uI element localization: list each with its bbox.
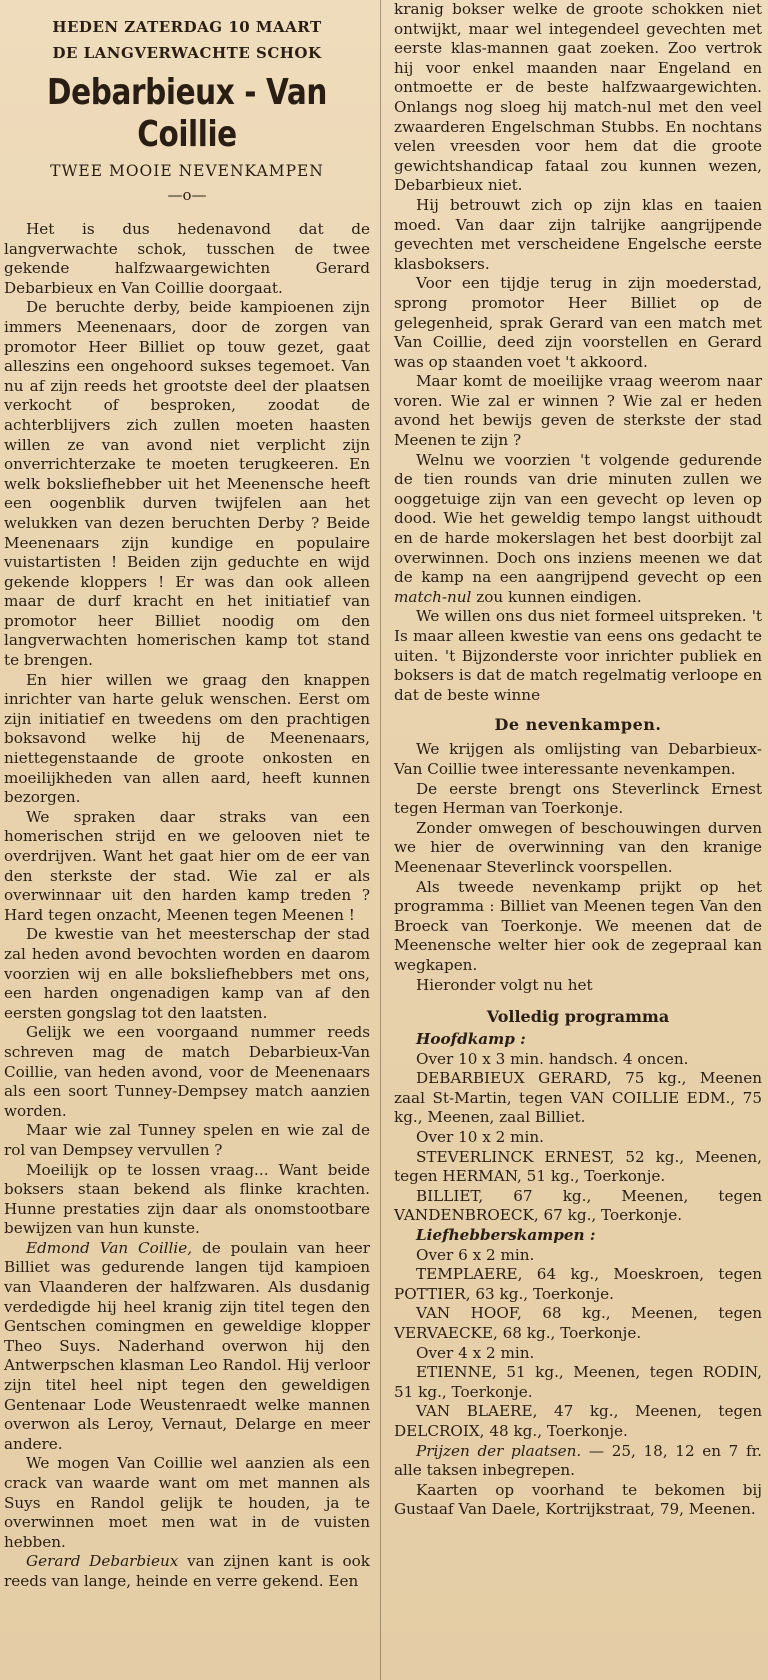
amateur-line-4: Over 4 x 2 min. [416, 1343, 535, 1362]
continued-paragraph: kranig bokser welke de groote schokken niet ontwijkt, maar wel integendeel gevechten met eerste klas-mannen gaat zoeken. Zoo vertrok hij voor enkel maanden naar Engeland en ontmoette er de beste halfzwaargewichten. Onlangs nog sloeg hij match-nul met den veel zwaarderen Engelschman Stubbs. En nochtans velen vreesden voor hem dat die groote gewichtshandicap fataal zou kunnen wezen, Debarbieux niet. [394, 0, 762, 195]
prices-line [394, 1442, 762, 1481]
paragraph-debarbieux-text: van zijnen kant is ook reeds van lange, heinde en verre gekend. Een [4, 1552, 370, 1590]
paragraph-debarbieux [4, 1552, 370, 1591]
match-nul-term: match-nul [394, 587, 472, 606]
paragraph-r11: Hieronder volgt nu het [416, 975, 593, 994]
subheadline: TWEE MOOIE NEVENKAMPEN [50, 162, 324, 180]
program-title: Volledig programma [486, 1007, 670, 1027]
amateur-line-5: ETIENNE, 51 kg., Meenen, tegen RODIN, 51 kg., Toerkonje. [394, 1363, 762, 1401]
paragraph-8: Moeilijk op te lossen vraag... Want beide boksers staan bekend als flinke krachten. Hunne prestaties zijn daar als onomstootbare bewijzen van hun kunste. [4, 1160, 370, 1238]
amateur-line-3: VAN HOOF, 68 kg., Meenen, tegen VERVAECKE, 68 kg., Toerkonje. [394, 1304, 762, 1342]
paragraph-r5-text-a: Welnu we voorzien 't volgende gedurende de tien rounds van drie minuten zullen we ooggetuige zijn van een gevecht op leven op dood. Wie het geweldig tempo langst uithoudt en de harde mokerslagen het best doorbijt zal overwinnen. Doch ons inziens meenen we dat de kamp na een aangrijpend gevecht op een [394, 450, 762, 587]
headline: Debarbieux - Van Coillie [47, 72, 327, 155]
paragraph-van-coillie [4, 1239, 370, 1455]
paragraph-4: We spraken daar straks van een homerischen strijd en we gelooven niet te overdrijven. Want het gaat hier om de eer van den sterkste der stad. Wie zal er als overwinnaar uit den harden kamp treden ? Hard tegen onzacht, Meenen tegen Meenen ! [4, 807, 370, 924]
paragraph-r3: Voor een tijdje terug in zijn moederstad, sprong promotor Heer Billiet op de gelegenheid, sprak Gerard van een match met Van Coillie, deed zijn voorstellen en Gerard was op staanden voet 't akkoord. [394, 274, 762, 371]
paragraph-5: De kwestie van het meesterschap der stad zal heden avond bevochten worden en daarom voorzien wij en alle boksliefhebbers met ons, een harden ongenadigen kamp van af den eersten gongslag tot den laatsten. [4, 925, 370, 1022]
paragraph-r9: Zonder omwegen of beschouwingen durven we hier de overwinning van den kranige Meenenaar Steverlinck voorspellen. [394, 818, 762, 876]
paragraph-r7: We krijgen als omlijsting van Debarbieux-Van Coillie twee interessante nevenkampen. [394, 740, 762, 778]
amateur-line-1: Over 6 x 2 min. [416, 1245, 535, 1264]
program-line-3: Over 10 x 2 min. [416, 1128, 545, 1147]
program-line-4: STEVERLINCK ERNEST, 52 kg., Meenen, tegen HERMAN, 51 kg., Toerkonje. [394, 1147, 762, 1186]
paragraph-7: Maar wie zal Tunney spelen en wie zal de rol van Dempsey vervullen ? [4, 1121, 370, 1159]
amateur-bouts-label: Liefhebberskampen : [416, 1226, 596, 1245]
paragraph-r8: De eerste brengt ons Steverlinck Ernest tegen Herman van Toerkonje. [394, 779, 762, 818]
dateline: HEDEN ZATERDAG 10 MAART [52, 18, 322, 36]
paragraph-r5-text-b: zou kunnen eindigen. [471, 587, 642, 606]
paragraph-1: Het is dus hedenavond dat de langverwachte schok, tusschen de twee gekende halfzwaargewichten Gerard Debarbieux en Van Coillie doorgaat. [4, 220, 370, 297]
paragraph-10: We mogen Van Coillie wel aanzien als een crack van waarde want om met mannen als Suys en Randol gelijk te houden, ja te overwinnen moet men wat in de vuisten hebben. [4, 1454, 370, 1551]
paragraph-van-coillie-text: de poulain van heer Billiet was gedurende langen tijd kampioen van Vlaanderen der halfzwaren. Als dusdanig verdedigde hij heel kranig zijn titel tegen den Gentschen comingmen en geweldige klopper Theo Suys. Naderhand overwon hij den Antwerpschen klasman Leo Randol. Hij verloor zijn titel heel nipt tegen den geweldigen Gentenaar Lode Weustenraedt welke mannen overwon als Leroy, Vernaut, Delarge en meer andere. [4, 1238, 371, 1453]
amateur-line-6: VAN BLAERE, 47 kg., Meenen, tegen DELCROIX, 48 kg., Toerkonje. [394, 1402, 762, 1440]
main-bout-label: Hoofdkamp : [416, 1030, 526, 1049]
separator: —o— [167, 186, 207, 204]
boxer-name-van-coillie: Edmond Van Coillie, [26, 1238, 193, 1257]
amateur-line-2: TEMPLAERE, 64 kg., Moeskroen, tegen POTTIER, 63 kg., Toerkonje. [394, 1265, 762, 1303]
prices-label: Prijzen der plaatsen. [416, 1441, 582, 1460]
paragraph-r10: Als tweede nevenkamp prijkt op het programma : Billiet van Meenen tegen Van den Broeck van Toerkonje. We meenen dat de Meenensche welter hier ook de zegepraal kan wegkapen. [394, 877, 762, 974]
paragraph-r6: We willen ons dus niet formeel uitspreken. 't Is maar alleen kwestie van eens ons gedacht te uiten. 't Bijzonderste voor inrichter publiek en boksers is dat de match regelmatig verloope en dat de beste winne [394, 607, 762, 704]
tickets-line: Kaarten op voorhand te bekomen bij Gustaaf Van Daele, Kortrijkstraat, 79, Meenen. [394, 1480, 762, 1519]
kicker: DE LANGVERWACHTE SCHOK [52, 44, 322, 62]
program-line-1: Over 10 x 3 min. handsch. 4 oncen. [416, 1049, 689, 1068]
left-column [0, 0, 380, 1680]
paragraph-3: En hier willen we graag den knappen inrichter van harte geluk wenschen. Eerst om zijn initiatief en tweedens om den prachtigen boksavond welke hij de Meenenaars, niettegenstaande de groote onkosten en moeilijkheden van allen aard, heeft kunnen bezorgen. [4, 670, 370, 807]
right-column [384, 0, 768, 1680]
section-title-nevenkampen: De nevenkampen. [494, 715, 662, 735]
program-line-5: BILLIET, 67 kg., Meenen, tegen VANDENBROECK, 67 kg., Toerkonje. [394, 1186, 762, 1225]
column-divider [380, 0, 381, 1680]
paragraph-r5 [394, 451, 762, 608]
paragraph-6: Gelijk we een voorgaand nummer reeds schreven mag de match Debarbieux-Van Coillie, van heden avond, voor de Meenenaars als een soort Tunney-Dempsey match aanzien worden. [4, 1023, 370, 1120]
paragraph-r4: Maar komt de moeilijke vraag weerom naar voren. Wie zal er winnen ? Wie zal er heden avond het bewijs geven de sterkste der stad Meenen te zijn ? [394, 372, 762, 450]
paragraph-r2: Hij betrouwt zich op zijn klas en taaien moed. Van daar zijn talrijke aangrijpende gevechten met verscheidene Engelsche eerste klasboksers. [394, 195, 762, 273]
boxer-name-debarbieux: Gerard Debarbieux [26, 1552, 179, 1571]
program-line-2: DEBARBIEUX GERARD, 75 kg., Meenen zaal St-Martin, tegen VAN COILLIE EDM., 75 kg., Meenen, zaal Billiet. [394, 1069, 762, 1127]
paragraph-2: De beruchte derby, beide kampioenen zijn immers Meenenaars, door de zorgen van promotor Heer Billiet op touw gezet, gaat alleszins een ongehoord sukses tegemoet. Van nu af zijn reeds het grootste deel der plaatsen verkocht of besproken, zoodat de achterblijvers zich zullen moeten haasten willen ze van avond niet verplicht zijn onverrichterzake te moeten terugkeeren. En welk boksliefhebber uit het Meenensche heeft een oogenblik durven twijfelen aan het welukken van dezen beruchten Derby ? Beide Meenenaars zijn kundige en populaire vuistartisten ! Beiden zijn geduchte en wijd gekende kloppers ! Er was dan ook alleen maar de durf kracht en het initiatief van promotor heer Billiet noodig om den langverwachten homerischen kamp tot stand te brengen. [4, 298, 370, 670]
prices-text: — 25, 18, 12 en 7 fr. alle taksen inbegrepen. [394, 1441, 762, 1480]
